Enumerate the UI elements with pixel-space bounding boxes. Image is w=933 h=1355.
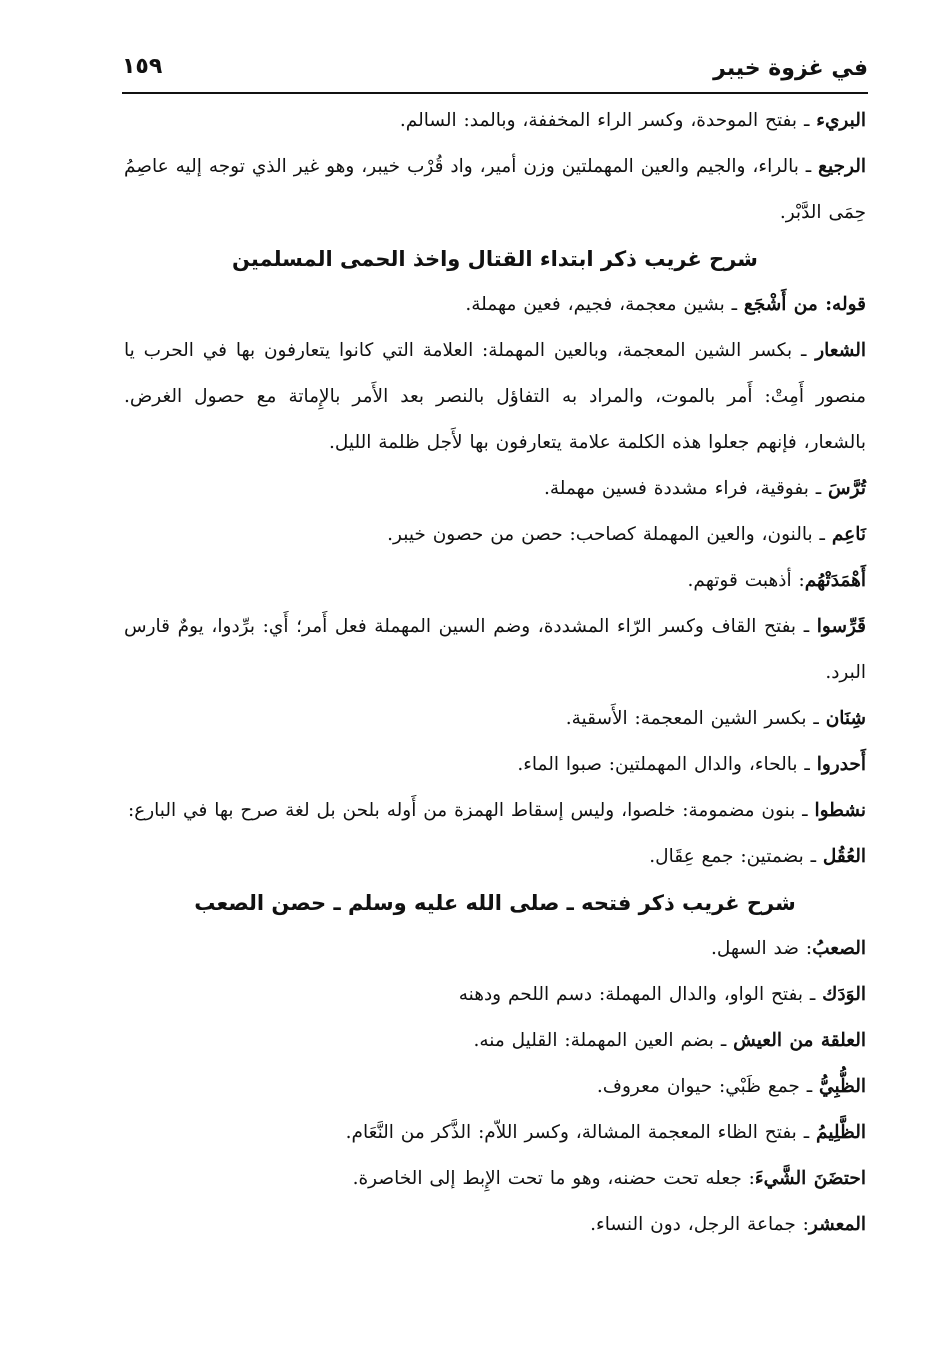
entry-text: ـ بالراء، والجيم والعين المهملتين وزن أمير، واد قُرْب خيبر، وهو غير الذي توجه إليه عاصِمُ حِمَى الدَّبْر. [124, 156, 866, 223]
entry-text: : أذهبت قوتهم. [687, 570, 805, 591]
entry-term: احتضَنَ الشَّيءَ [754, 1168, 866, 1189]
entry-qarrisu [124, 604, 866, 696]
page-number: ١٥٩ [122, 54, 163, 79]
entry-text: : جماعة الرجل، دون النساء. [590, 1214, 809, 1235]
entry-al-wadak [124, 972, 866, 1018]
entry-text: : ضد السهل. [710, 938, 813, 959]
entry-text: ـ بفتح الواو، والدال المهملة: دسم اللحم ودهنه [458, 984, 823, 1005]
entry-al-shiar [124, 328, 866, 466]
entry-term: الرجيع [818, 156, 866, 177]
entry-text: : جعله تحت حضنه، وهو ما تحت الإِبط إلى الخاصرة. [352, 1168, 755, 1189]
entry-term: شِنَان [825, 708, 866, 729]
entry-text: ـ بشين معجمة، فجيم، فعين مهملة. [465, 294, 744, 315]
entry-term: نَاعِم [831, 524, 866, 545]
entry-text: ـ بفتح الظاء المعجمة المشالة، وكسر اللاّم: الذَّكر من النَّعَام. [345, 1122, 817, 1143]
entry-term: نشطوا [814, 800, 866, 821]
entry-naim [124, 512, 866, 558]
entry-term: قوله: من أَشْجَع [743, 294, 866, 315]
entry-term: الشعار [815, 340, 866, 361]
entry-term: أَهْمَدَتْهُم [804, 570, 866, 591]
entry-al-mashar [124, 1202, 866, 1248]
entry-ahmadathum [124, 558, 866, 604]
entry-text: ـ بضمتين: جمع عِقَال. [649, 846, 823, 867]
entry-text: ـ بفتح القاف وكسر الرّاء المشددة، وضم السين المهملة فعل أَمر؛ أَي: برِّدوا، يومٌ قارس البرد. [124, 616, 866, 683]
entry-ihtadana [124, 1156, 866, 1202]
running-header [122, 44, 868, 92]
entry-term: تُرَّسَ [828, 478, 866, 499]
entry-al-barii [124, 98, 866, 144]
entry-ashja [124, 282, 866, 328]
entry-text: ـ بكسر الشين المعجمة، وبالعين المهملة: العلامة التي كانوا يتعارفون بها في الحرب يا منصور أَمِتْ: أَمر بالموت، والمراد به التفاؤل بالنصر بعد الأَمر بالإِماتة مع حصول الغرض. بالشعار، فإنهم جعلوا هذه الكلمة علامة يتعارفون بها لأَجل ظلمة الليل. [124, 340, 866, 453]
entry-term: العلقة من العيش [733, 1030, 866, 1051]
entry-text: ـ بضم العين المهملة: القليل منه. [473, 1030, 734, 1051]
entry-term: قَرِّسوا [816, 616, 866, 637]
entry-term: العُقُل [822, 846, 866, 867]
entry-al-zubiyy [124, 1064, 866, 1110]
entry-term: المعشر [808, 1214, 866, 1235]
entry-term: الصعبُ [812, 938, 866, 959]
section-heading-battle-start: شرح غريب ذكر ابتداء القتال واخذ الحمى المسلمين [232, 247, 758, 271]
entry-text: ـ بكسر الشين المعجمة: الأَسقية. [565, 708, 826, 729]
entry-turrasa [124, 466, 866, 512]
entry-al-sab [124, 926, 866, 972]
section-heading-conquest: شرح غريب ذكر فتحه ـ صلى الله عليه وسلم ـ حصن الصعب [194, 891, 796, 915]
entry-text: ـ بفوقية، فراء مشددة فسين مهملة. [543, 478, 829, 499]
entry-text: ـ بالحاء، والدال المهملتين: صبوا الماء. [517, 754, 817, 775]
entry-term: الظُّبِيُّ [819, 1076, 866, 1097]
entry-nashitu [124, 788, 866, 834]
entry-al-uqul [124, 834, 866, 880]
entry-shinan [124, 696, 866, 742]
entry-al-rajii [124, 144, 866, 236]
header-rule [122, 92, 868, 94]
entry-al-ulqa [124, 1018, 866, 1064]
entry-al-zalim [124, 1110, 866, 1156]
entry-text: ـ جمع ظَبْي: حيوان معروف. [596, 1076, 820, 1097]
page-body [124, 98, 866, 1248]
running-title: في غزوة خيبر [713, 56, 868, 81]
entry-ahdiru [124, 742, 866, 788]
entry-text: ـ بالنون، والعين المهملة كصاحب: حصن من حصون خيبر. [387, 524, 832, 545]
entry-text: ـ بفتح الموحدة، وكسر الراء المخففة، وبالمد: السالم. [399, 110, 817, 131]
entry-term: الظَّلِيمُ [816, 1122, 866, 1143]
entry-text: ـ بنون مضمومة: خلصوا، وليس إسقاط الهمزة من أَوله بلحن بل لغة صرح بها في البارع: [127, 800, 815, 821]
entry-term: الوَدَك [822, 984, 866, 1005]
entry-term: أَحدروا [816, 754, 866, 775]
entry-term: البريء [816, 110, 866, 131]
